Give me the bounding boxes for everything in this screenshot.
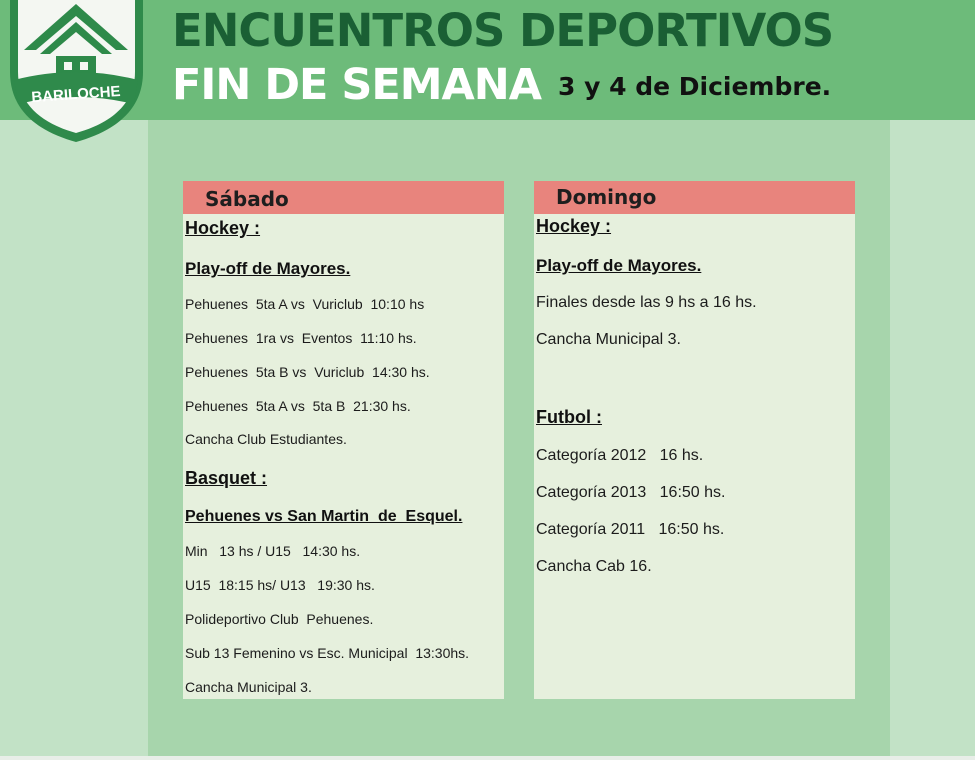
list-item: Categoría 2012 16 hs.	[536, 447, 704, 464]
list-item: Pehuenes 5ta A vs 5ta B 21:30 hs.	[185, 398, 411, 414]
list-item: Pehuenes 5ta B vs Vuriclub 14:30 hs.	[185, 364, 430, 380]
sunday-hockey-subheading: Play-off de Mayores.	[536, 256, 702, 275]
sunday-card	[534, 181, 855, 699]
title-line-1: ENCUENTROS DEPORTIVOS	[172, 4, 834, 57]
sunday-day-label: Domingo	[556, 185, 657, 209]
saturday-basquet-heading: Basquet :	[185, 468, 268, 488]
saturday-basquet-subheading: Pehuenes vs San Martin de Esquel.	[185, 508, 463, 525]
list-item: Min 13 hs / U15 14:30 hs.	[185, 543, 361, 559]
saturday-card	[183, 181, 504, 699]
saturday-hockey-subheading: Play-off de Mayores.	[185, 259, 351, 278]
list-item: Categoría 2011 16:50 hs.	[536, 521, 725, 538]
event-date: 3 y 4 de Diciembre.	[558, 72, 832, 101]
bariloche-crest-logo	[4, 0, 149, 143]
list-item: Finales desde las 9 hs a 16 hs.	[536, 294, 757, 311]
list-item: Cancha Cab 16.	[536, 558, 652, 575]
list-item: Cancha Municipal 3.	[536, 331, 681, 348]
list-item: Polideportivo Club Pehuenes.	[185, 611, 374, 627]
saturday-header	[183, 181, 504, 214]
list-item: Cancha Municipal 3.	[185, 679, 312, 695]
list-item: Pehuenes 1ra vs Eventos 11:10 hs.	[185, 330, 417, 346]
list-item: U15 18:15 hs/ U13 19:30 hs.	[185, 577, 375, 593]
list-item: Sub 13 Femenino vs Esc. Municipal 13:30hs.	[185, 645, 470, 661]
sunday-header	[534, 181, 855, 214]
list-item: Pehuenes 5ta A vs Vuriclub 10:10 hs	[185, 296, 425, 312]
logo-text: BARILOCHE	[30, 82, 122, 107]
list-item: Cancha Club Estudiantes.	[185, 431, 347, 447]
title-line-2: FIN DE SEMANA	[172, 60, 542, 110]
sunday-futbol-heading: Futbol :	[536, 407, 602, 427]
header-bar	[0, 0, 975, 120]
saturday-hockey-heading: Hockey :	[185, 218, 261, 238]
saturday-day-label: Sábado	[205, 187, 289, 211]
bottom-strip	[0, 756, 975, 760]
sunday-hockey-heading: Hockey :	[536, 216, 612, 236]
list-item: Categoría 2013 16:50 hs.	[536, 484, 726, 501]
